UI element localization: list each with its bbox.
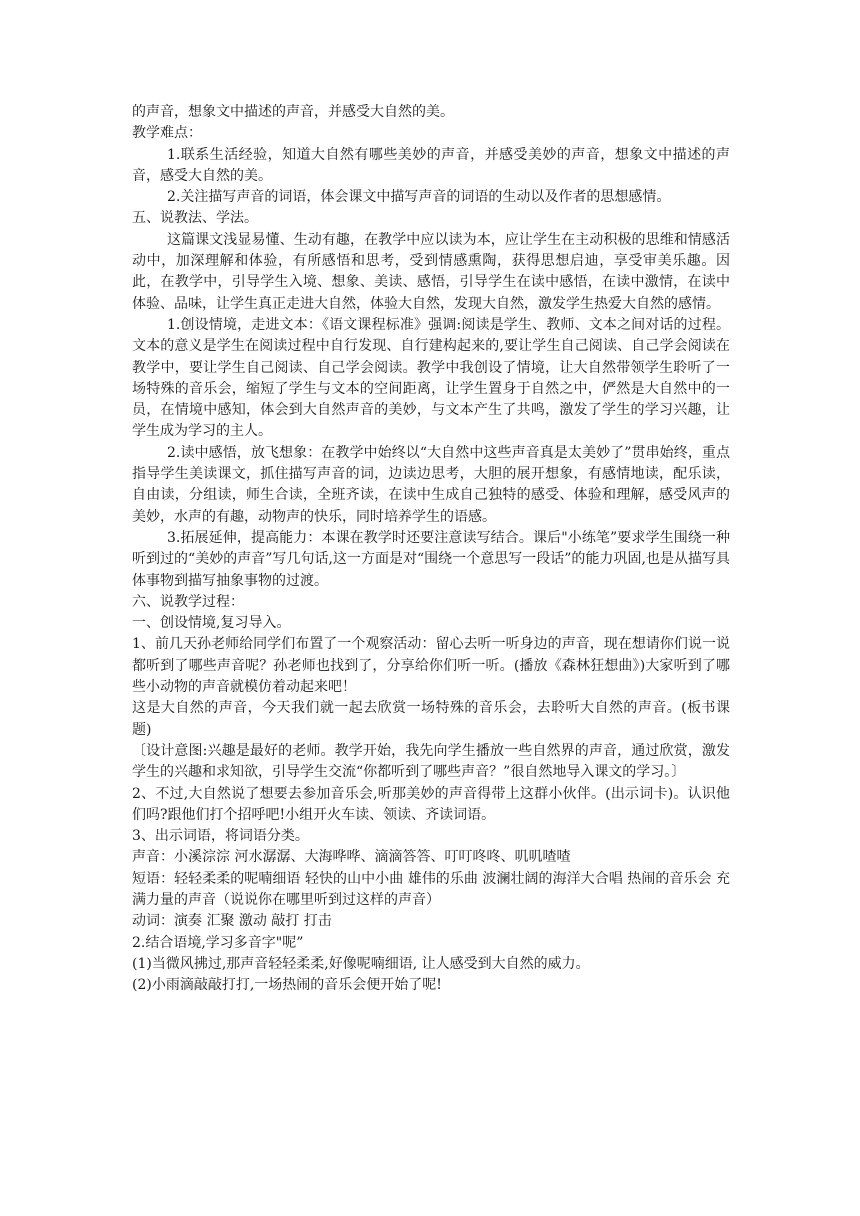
polyphone-example-2: (2)小雨滴敲敲打打,一场热闹的音乐会便开始了呢!: [132, 977, 442, 994]
process-paragraph-1: 1、前几天孙老师给同学们布置了一个观察活动：留心去听一听身边的声音，现在想请你们说一说都听到了哪些声音呢？孙老师也找到了，分享给你们听一听。(播放《森林狂想曲》)大家听到了哪些小动物的声音就模仿着动起来吧！: [132, 636, 730, 696]
document-page: [132, 102, 730, 996]
methods-intro-paragraph: 这篇课文浅显易懂、生动有趣，在教学中应以读为本，应让学生在主动积极的思维和情感活动中，加深理解和体验，有所感悟和思考，受到情感熏陶，获得思想启迪，享受审美乐趣。因此，在教学中，引导学生入境、想象、美读、感悟，引导学生在读中感悟，在读中激情，在读中体验、品味，让学生真正走进大自然，体验大自然，发现大自然，激发学生热爱大自然的感情。: [132, 231, 730, 312]
method-item-2: 2.读中感悟，放飞想象：在教学中始终以“大自然中这些声音真是太美妙了”贯串始终，重点指导学生美读课文，抓住描写声音的词，边读边思考，大胆的展开想象，有感情地读，配乐读，自由读，分组读，师生合读，全班齐读，在读中生成自己独特的感受、体验和理解，感受风声的美妙，水声的有趣，动物声的快乐，同时培养学生的语感。: [132, 444, 730, 525]
heading-teaching-difficulties: 教学难点：: [132, 125, 202, 142]
polyphone-heading: 2.结合语境,学习多音字"呢”: [132, 934, 304, 951]
method-item-3: 3.拓展延伸，提高能力：本课在教学时还要注意读写结合。课后"小练笔”要求学生围绕一种听到过的“美妙的声音”写几句话,这一方面是对“围绕一个意思写一段话”的能力巩固,也是从描写具体事物到描写抽象事物的过渡。: [132, 529, 730, 589]
section-heading-methods: 五、说教法、学法。: [132, 210, 258, 227]
section-heading-process: 六、说教学过程：: [132, 593, 244, 610]
word-list-phrases: 短语：轻轻柔柔的呢喃细语 轻快的山中小曲 雄伟的乐曲 波澜壮阔的海洋大合唱 热闹的音乐会 充满力量的声音（说说你在哪里听到过这样的声音）: [132, 870, 730, 908]
difficulty-item-2: 2.关注描写声音的词语，体会课文中描写声音的词语的生动以及作者的思想感情。: [167, 189, 671, 206]
word-list-sounds: 声音：小溪淙淙 河水潺潺、大海哗哗、滴滴答答、叮叮咚咚、叽叽喳喳: [132, 849, 571, 866]
polyphone-example-1: (1)当微风拂过,那声音轻轻柔柔,好像呢喃细语, 让人感受到大自然的威力。: [132, 955, 590, 972]
process-paragraph-2: 这是大自然的声音，今天我们就一起去欣赏一场特殊的音乐会，去聆听大自然的声音。(板书课题): [132, 700, 730, 738]
process-paragraph-4: 3、出示词语，将词语分类。: [132, 828, 309, 845]
paragraph-continuation: 的声音，想象文中描述的声音，并感受大自然的美。: [132, 104, 454, 120]
method-item-1: 1.创设情境，走进文本：《语文课程标准》强调:阅读是学生、教师、文本之间对话的过程。文本的意义是学生在阅读过程中自行发现、自行建构起来的,要让学生自己阅读、自己学会阅读在教学中，要让学生自己阅读、自己学会阅读。教学中我创设了情境，让大自然带领学生聆听了一场特殊的音乐会，缩短了学生与文本的空间距离，让学生置身于自然之中，俨然是大自然中的一员，在情境中感知，体会到大自然声音的美妙，与文本产生了共鸣，激发了学生的学习兴趣，让学生成为学习的主人。: [132, 316, 730, 440]
process-paragraph-3: 2、不过,大自然说了想要去参加音乐会,听那美妙的声音得带上这群小伙伴。(出示词卡)。认识他们吗?跟他们打个招呼吧!小组开火车读、领读、齐读词语。: [132, 785, 730, 823]
word-list-verbs: 动词：演奏 汇聚 激动 敲打 打击: [132, 913, 332, 930]
difficulty-item-1: 1.联系生活经验，知道大自然有哪些美妙的声音，并感受美妙的声音，想象文中描述的声音，感受大自然的美。: [132, 146, 730, 184]
process-step-heading-1: 一、创设情境,复习导入。: [132, 615, 291, 632]
design-intent-note: 〔设计意图:兴趣是最好的老师。教学开始，我先向学生播放一些自然界的声音，通过欣赏，激发学生的兴趣和求知欲，引导学生交流“你都听到了哪些声音？”很自然地导入课文的学习。〕: [132, 742, 730, 781]
